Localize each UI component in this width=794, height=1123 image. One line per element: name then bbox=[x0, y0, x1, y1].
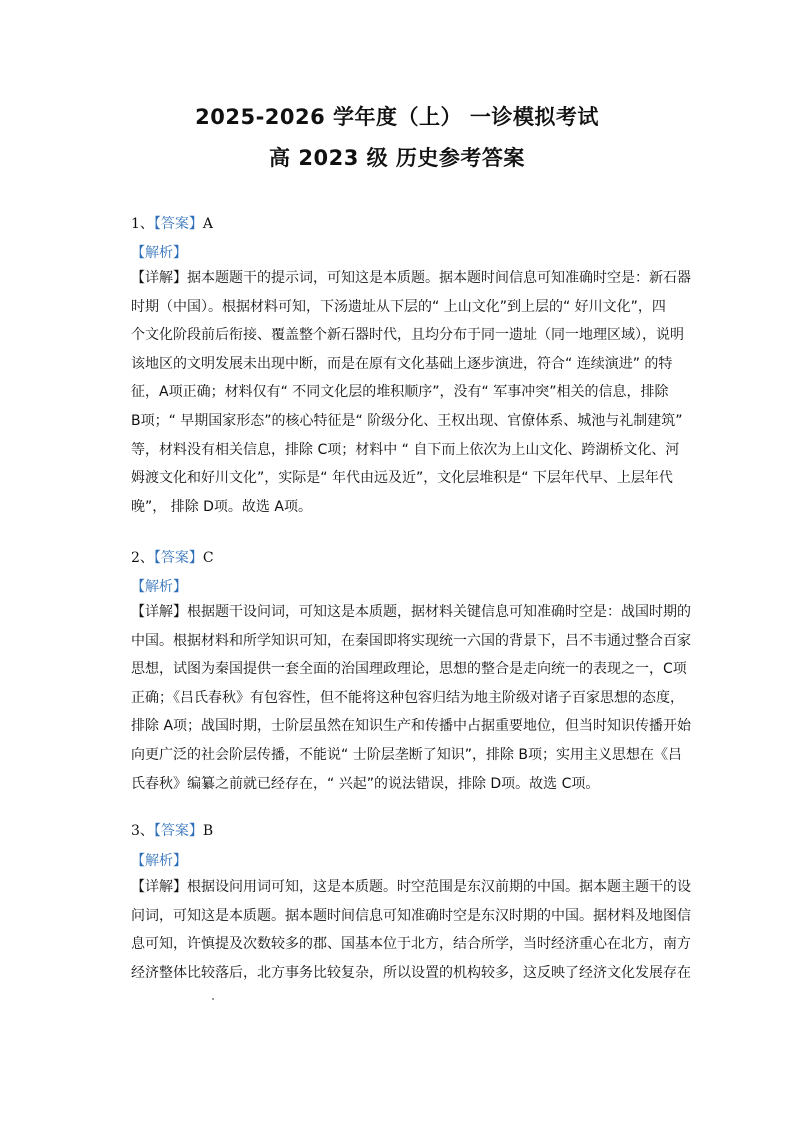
question-number: 1、 bbox=[131, 216, 154, 232]
answer-label: 【答案】 bbox=[153, 550, 203, 566]
analysis-label: 【解析】 bbox=[131, 245, 187, 261]
answer-value: A bbox=[202, 216, 214, 232]
text-line: 问词，可知这是本质题。据本题时间信息可知准确时空是东汉时期的中国。据材料及地图信 bbox=[131, 907, 691, 924]
answer-value: B bbox=[202, 823, 214, 839]
question-2-answer bbox=[131, 547, 214, 567]
analysis-label: 【解析】 bbox=[131, 853, 187, 869]
doc-title-line1: 2025-2026 学年度（上） 一诊模拟考试 bbox=[195, 105, 599, 129]
text-line: 晚”， 排除 D项。故选 A项。 bbox=[131, 498, 312, 515]
text-line: 氏春秋》编纂之前就已经存在，“ 兴起”的说法错误，排除 D项。故选 C项。 bbox=[131, 775, 600, 792]
question-number: 2、 bbox=[131, 550, 154, 566]
text-line: 正确；《吕氏春秋》有包容性，但不能将这种包容归结为地主阶级对诸子百家思想的态度， bbox=[131, 689, 684, 706]
text-line: 征，A项正确；材料仅有“ 不同文化层的堆积顺序”，没有“ 军事冲突”相关的信息，排除 bbox=[131, 384, 669, 401]
text-line: 时期（中国）。根据材料可知，下汤遗址从下层的“ 上山文化”到上层的“ 好川文化”，四 bbox=[131, 298, 666, 315]
question-1-explanation bbox=[131, 264, 691, 521]
text-line: 姆渡文化和好川文化”，实际是“ 年代由远及近”，文化层堆积是“ 下层年代早、上层年代 bbox=[131, 470, 673, 487]
text-line: B项；“ 早期国家形态”的核心特征是“ 阶级分化、王权出现、官僚体系、城池与礼制建筑” bbox=[131, 412, 683, 429]
text-line: 个文化阶段前后衔接、覆盖整个新石器时代，且均分布于同一遗址（同一地理区域），说明 bbox=[131, 327, 684, 344]
text-line: 该地区的文明发展未出现中断，而是在原有文化基础上逐步演进，符合“ 连续演进” 的特 bbox=[131, 355, 673, 372]
analysis-label: 【解析】 bbox=[131, 579, 187, 595]
answer-label: 【答案】 bbox=[153, 823, 203, 839]
text-line: 排除 A项；战国时期，士阶层虽然在知识生产和传播中占据重要地位，但当时知识传播开始 bbox=[131, 718, 692, 735]
text-line: 【详解】据本题题干的提示词，可知这是本质题。据本题时间信息可知准确时空是：新石器 bbox=[131, 270, 691, 286]
answer-label: 【答案】 bbox=[153, 216, 203, 232]
question-3-explanation bbox=[131, 873, 691, 987]
text-line: 思想，试图为秦国提供一套全面的治国理政理论，思想的整合是走向统一的表现之一，C项 bbox=[131, 661, 687, 678]
answer-value: C bbox=[202, 550, 214, 566]
text-line: 息可知，许慎提及次数较多的郡、国基本位于北方，结合所学，当时经济重心在北方，南方 bbox=[131, 936, 691, 953]
text-line: 向更广泛的社会阶层传播，不能说“ 士阶层垄断了知识”，排除 B项；实用主义思想在《吕 bbox=[131, 746, 683, 763]
question-1-answer bbox=[131, 213, 213, 233]
text-line: 【详解】根据设问用词可知，这是本质题。时空范围是东汉前期的中国。据本题主题干的设 bbox=[131, 879, 691, 895]
stray-mark bbox=[212, 998, 214, 1000]
question-number: 3、 bbox=[131, 823, 154, 839]
text-line: 中国。根据材料和所学知识可知，在秦国即将实现统一六国的背景下，吕不韦通过整合百家 bbox=[131, 632, 691, 649]
text-line: 【详解】根据题干设问词，可知这是本质题，据材料关键信息可知准确时空是：战国时期的 bbox=[131, 604, 691, 620]
question-3-answer bbox=[131, 820, 213, 840]
text-line: 经济整体比较落后，北方事务比较复杂，所以设置的机构较多，这反映了经济文化发展存在 bbox=[131, 964, 691, 981]
question-2-explanation bbox=[131, 598, 692, 798]
doc-title-line2: 高 2023 级 历史参考答案 bbox=[269, 146, 525, 170]
text-line: 等，材料没有相关信息，排除 C项；材料中 “ 自下而上依次为上山文化、跨湖桥文化、河 bbox=[131, 441, 680, 458]
